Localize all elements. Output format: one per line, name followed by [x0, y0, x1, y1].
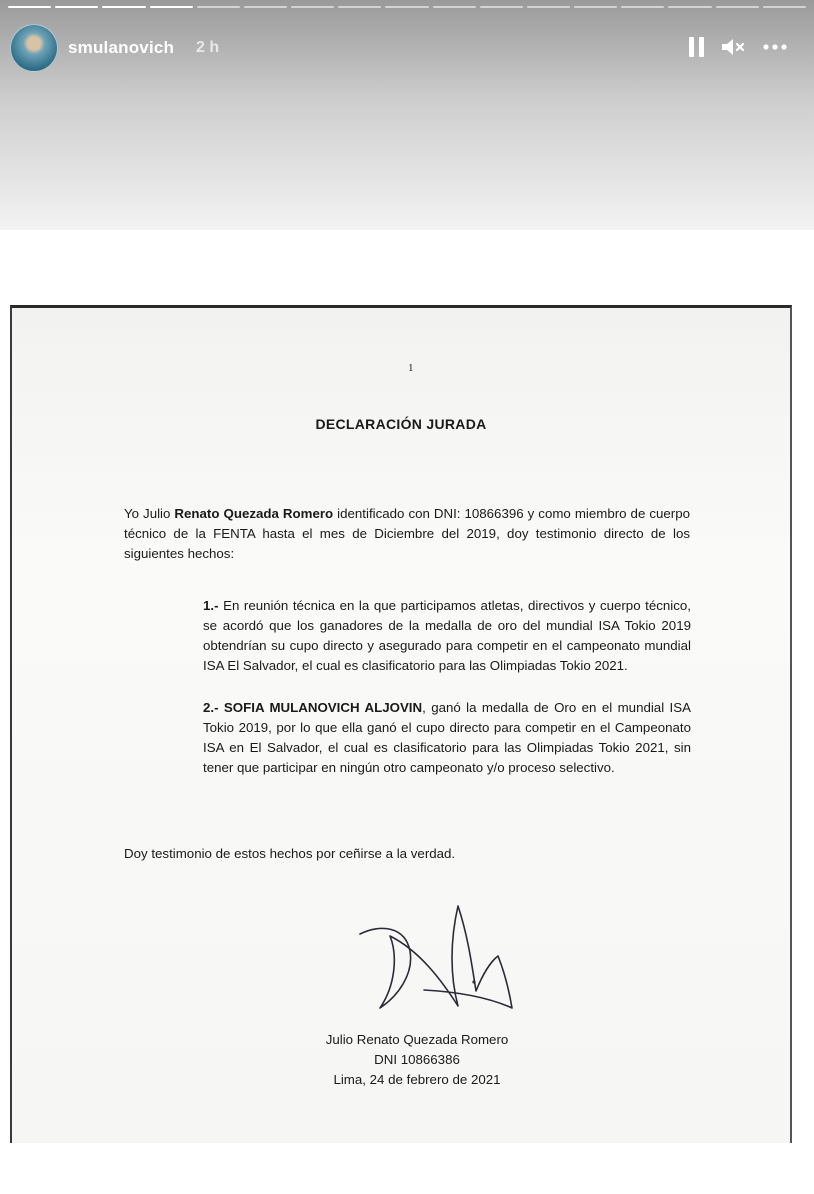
story-controls: [689, 36, 788, 58]
progress-segment: [385, 6, 428, 8]
fact-item-2: [203, 698, 691, 778]
pause-icon[interactable]: [689, 36, 704, 58]
progress-segment: [55, 6, 98, 8]
progress-segment: [338, 6, 381, 8]
progress-segment: [150, 6, 193, 8]
progress-segment: [197, 6, 240, 8]
progress-segment: [433, 6, 476, 8]
page-number: 1: [408, 362, 414, 374]
fact-item-1: [203, 596, 691, 676]
progress-segment: [763, 6, 806, 8]
progress-segment: [244, 6, 287, 8]
signature-block: [252, 1030, 582, 1090]
fact-item-1-text: En reunión técnica en la que participamos atletas, directivos y cuerpo técnico, se acordó que los ganadores de la medalla de oro del mundial ISA Tokio 2019 obtendrían su cupo directo y asegurado para competir en el campeonato mundial ISA El Salvador, el cual es clasificatorio para las Olimpiadas Tokio 2021.: [203, 598, 691, 673]
progress-segment: [621, 6, 664, 8]
intro-paragraph: [124, 504, 690, 564]
progress-segment: [291, 6, 334, 8]
intro-rest: identificado con DNI: 10866396 y como miembro de cuerpo técnico de la FENTA hasta el mes de Diciembre del 2019, doy testimonio directo de los siguientes hechos:: [124, 506, 691, 561]
timestamp: 2 h: [196, 39, 220, 56]
progress-segment: [668, 6, 711, 8]
progress-segment: [8, 6, 51, 8]
progress-segment: [480, 6, 523, 8]
intro-prefix: Yo Julio: [124, 506, 175, 521]
progress-segment: [102, 6, 145, 8]
fact-item-2-text: , ganó la medalla de Oro en el mundial ISA Tokio 2019, por lo que ella ganó el cupo directo para competir en el Campeonato ISA en El Salvador, el cual es clasificatorio para las Olimpiadas Tokio 2021, sin tener que participar en ningún otro campeonato y/o proceso selectivo.: [203, 700, 691, 775]
story-header: [0, 0, 814, 230]
signer-name: Julio Renato Quezada Romero: [325, 1032, 509, 1047]
place-date: Lima, 24 de febrero de 2021: [333, 1072, 501, 1087]
progress-segment: [574, 6, 617, 8]
signer-dni: DNI 10866386: [374, 1052, 460, 1067]
intro-name: Renato Quezada Romero: [174, 506, 334, 521]
progress-segment: [527, 6, 570, 8]
document-title: DECLARACIÓN JURADA: [315, 416, 487, 432]
declaration-document: [10, 305, 792, 1143]
progress-segment: [716, 6, 759, 8]
avatar[interactable]: [10, 24, 58, 72]
username[interactable]: smulanovich: [68, 38, 175, 57]
more-icon[interactable]: [762, 43, 788, 51]
fact-item-2-label: 2.- SOFIA MULANOVICH ALJOVIN: [203, 700, 423, 715]
mute-icon[interactable]: [720, 36, 746, 58]
fact-item-1-label: 1.-: [203, 598, 219, 613]
closing-statement: Doy testimonio de estos hechos por ceñirse a la verdad.: [124, 846, 456, 861]
story-progress-bar: [8, 6, 806, 9]
handwritten-signature: [350, 896, 520, 1031]
